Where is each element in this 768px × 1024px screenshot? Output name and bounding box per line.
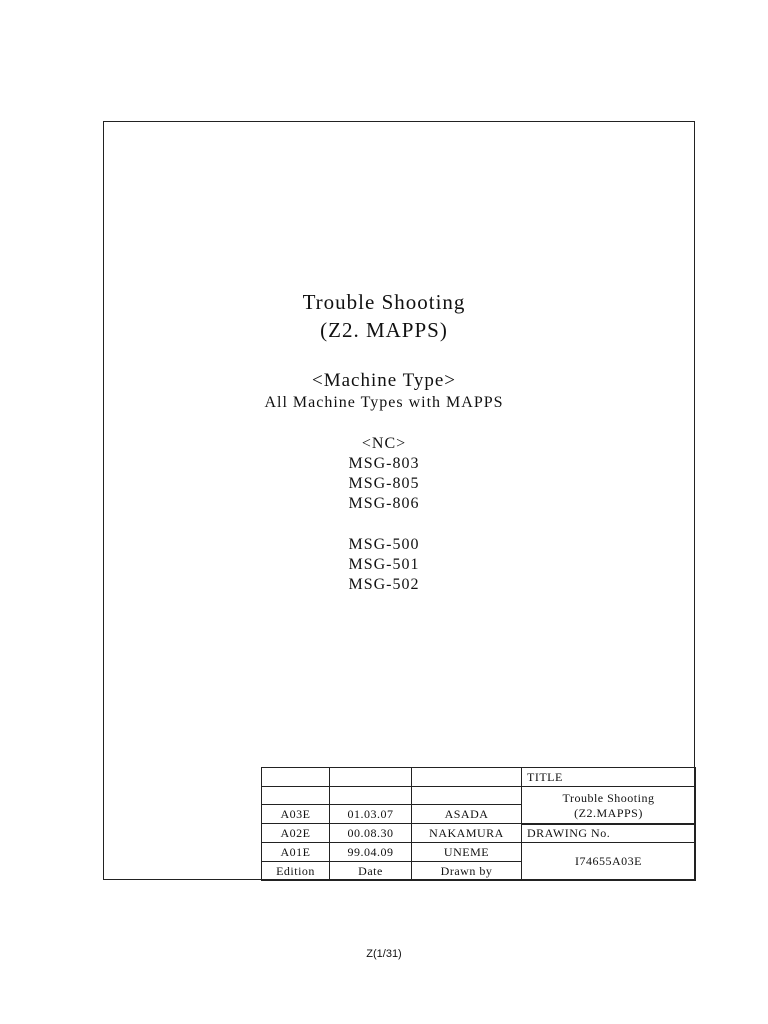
document-title-line1: Trouble Shooting xyxy=(302,290,466,314)
nc-model: MSG-806 xyxy=(348,495,420,512)
revision-date: 01.03.07 xyxy=(329,804,412,824)
machine-type-section xyxy=(0,370,768,414)
header-date: Date xyxy=(329,861,412,881)
revision-drawn-by: UNEME xyxy=(411,842,522,862)
revision-edition: A02E xyxy=(261,823,330,843)
revision-edition: A01E xyxy=(261,842,330,862)
revision-date: 99.04.09 xyxy=(329,842,412,862)
document-title xyxy=(0,288,768,344)
title-value-line1: Trouble Shooting xyxy=(562,790,655,805)
title-value xyxy=(521,786,696,825)
nc-model: MSG-500 xyxy=(348,536,420,553)
nc-section xyxy=(0,434,768,595)
nc-model: MSG-803 xyxy=(348,455,420,472)
revision-cell-blank xyxy=(261,767,330,787)
nc-model: MSG-501 xyxy=(348,556,420,573)
page-number: Z(1/31) xyxy=(366,948,402,960)
nc-model: MSG-502 xyxy=(348,576,420,593)
header-edition: Edition xyxy=(261,861,330,881)
drawing-number-value: I74655A03E xyxy=(521,842,696,881)
revision-cell-blank xyxy=(411,767,522,787)
machine-type-value: All Machine Types with MAPPS xyxy=(264,394,504,411)
revision-cell-blank xyxy=(411,786,522,805)
drawing-number-label: DRAWING No. xyxy=(521,823,696,843)
nc-spacer xyxy=(0,514,768,535)
revision-date: 00.08.30 xyxy=(329,823,412,843)
revision-drawn-by: ASADA xyxy=(411,804,522,824)
title-value-line2: (Z2.MAPPS) xyxy=(574,805,643,820)
machine-type-heading: <Machine Type> xyxy=(311,370,457,391)
revision-cell-blank xyxy=(329,786,412,805)
nc-model: MSG-805 xyxy=(348,475,420,492)
nc-heading: <NC> xyxy=(361,435,407,452)
revision-edition: A03E xyxy=(261,804,330,824)
revision-cell-blank xyxy=(329,767,412,787)
title-label: TITLE xyxy=(521,767,696,787)
revision-cell-blank xyxy=(261,786,330,805)
title-block-table xyxy=(261,767,696,881)
document-title-line2: (Z2. MAPPS) xyxy=(320,318,448,342)
revision-drawn-by: NAKAMURA xyxy=(411,823,522,843)
header-drawn-by: Drawn by xyxy=(411,861,522,881)
